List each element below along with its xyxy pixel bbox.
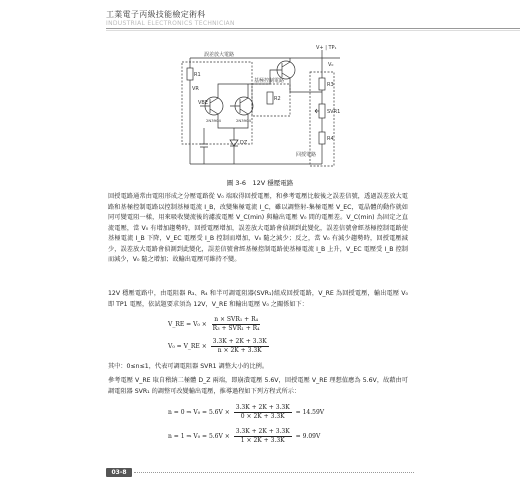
header-subtitle: INDUSTRIAL ELECTRONICS TECHNICIAN	[106, 20, 235, 27]
equation-1	[168, 316, 264, 333]
eq1-lhs: V_RE = V₀ ×	[168, 321, 207, 328]
eq4-rhs: = 9.09V	[295, 433, 321, 440]
label-vref: VR	[192, 86, 199, 92]
eq3-rhs: = 14.59V	[295, 409, 325, 416]
header-title: 工業電子丙級技能檢定術科	[106, 10, 206, 19]
paragraph-1: 回授電路通常由電阻形成之分壓電路從 V₀ 端取得回授電壓，和參考電壓比較後之誤差信號，透過誤差放大電路和基極控制電路以控制基極電流 I_B，改變集極電流 I_C，雖以調整射-集極電壓 V_EC，電晶體的動作就如同可變電阻一樣，用來吸收變流後的濾波電壓 V_C(min) 與輸出電壓 V₀ 間的電壓差。V_C(min) 為固定之直流電壓，當 V₀ 有增加趨勢時，回授電壓增加，誤差放大電路會偵測到此變化，誤差信號會經基極控制電路使基極電流 I_B 下降，V_EC 電壓受 I_B 控制而增加，V₀ 隨之減少；反之，當 V₀ 有減少趨勢時，回授電壓減少，誤差放大電路會偵測到此變化，誤差信號會經基極控制電路使基極電流 I_B 上升，V_EC 電壓受 I_B 控制而減少，V₀ 隨之增加；故輸出電壓可維持不變。	[108, 193, 408, 263]
equation-4	[168, 428, 320, 445]
label-vcc-tp: V+ | TP₁	[316, 45, 337, 51]
eq3-numerator: 3.3K + 2K + 3.3K	[235, 404, 290, 411]
label-r4: R4	[327, 136, 334, 142]
eq2-fraction	[211, 338, 269, 355]
label-q-a: 2N3904	[206, 118, 221, 123]
eq3-lhs: n = 0 ⇒ V₀ = 5.6V ×	[168, 409, 230, 416]
label-q-b: 2N3904	[236, 118, 251, 123]
eq2-numerator: 3.3K + 2K + 3.3K	[212, 338, 267, 345]
label-base-ctrl: 基極控制電路	[254, 78, 285, 84]
eq3-denominator: 0 × 2K + 3.3K	[240, 413, 285, 420]
circuit-diagram	[170, 44, 350, 176]
label-error-amp: 誤差放大電路	[204, 52, 235, 58]
label-vo: V₀	[328, 62, 334, 68]
paragraph-3: 其中：0≤n≤1，代表可調電阻器 SVR1 調整大小的比例。	[108, 363, 269, 370]
figure-caption: 圖 3-6 12V 穩壓電路	[226, 179, 294, 187]
label-feedback: 回授電路	[296, 152, 317, 158]
paragraph-4: 參考電壓 V_RE 取自稽納二極體 D_Z 兩端，即崩潰電壓 5.6V，回授電壓 V_RE 理想值應為 5.6V，故藉由可調電阻器 SVR₁ 的調整可改變輸出電壓，推導過程如下列方程式所示：	[108, 377, 408, 395]
eq2-denominator: n × 2K + 3.3K	[217, 347, 262, 354]
label-svr1: SVR1	[327, 109, 341, 115]
eq1-denominator: R₃ + SVR₁ + R₄	[212, 325, 260, 332]
header-rule-secondary	[106, 30, 520, 31]
label-r1: R1	[194, 72, 201, 78]
eq2-lhs: V₀ = V_RE ×	[168, 343, 207, 350]
eq4-lhs: n = 1 ⇒ V₀ = 5.6V ×	[168, 433, 230, 440]
equation-3	[168, 404, 324, 421]
label-vbe: VBE	[198, 100, 209, 106]
footer-rule	[134, 472, 414, 473]
page-number: 03-8	[106, 468, 132, 477]
eq1-numerator: n × SVR₁ + R₄	[214, 316, 259, 323]
label-r2: R2	[274, 96, 281, 102]
eq4-fraction	[234, 428, 292, 445]
paragraph-2: 12V 穩壓電路中，由電阻器 R₃、R₄ 和半可調電阻器(SVR₁)組成回授電路，V_RE 為回授電壓，輸出電壓 V₀ 即 TP1 電壓，依試題要求須為 12V，V_RE 和輸出電壓 V₀ 之關係如下：	[108, 290, 408, 308]
eq3-fraction	[234, 404, 292, 421]
eq4-denominator: 1 × 2K + 3.3K	[240, 437, 285, 444]
eq4-numerator: 3.3K + 2K + 3.3K	[235, 428, 290, 435]
eq1-fraction	[211, 316, 262, 333]
equation-2	[168, 338, 271, 355]
label-dz: DZ	[240, 140, 248, 146]
header-rule	[106, 28, 520, 29]
label-r3: R3	[327, 82, 334, 88]
running-header	[106, 10, 235, 28]
